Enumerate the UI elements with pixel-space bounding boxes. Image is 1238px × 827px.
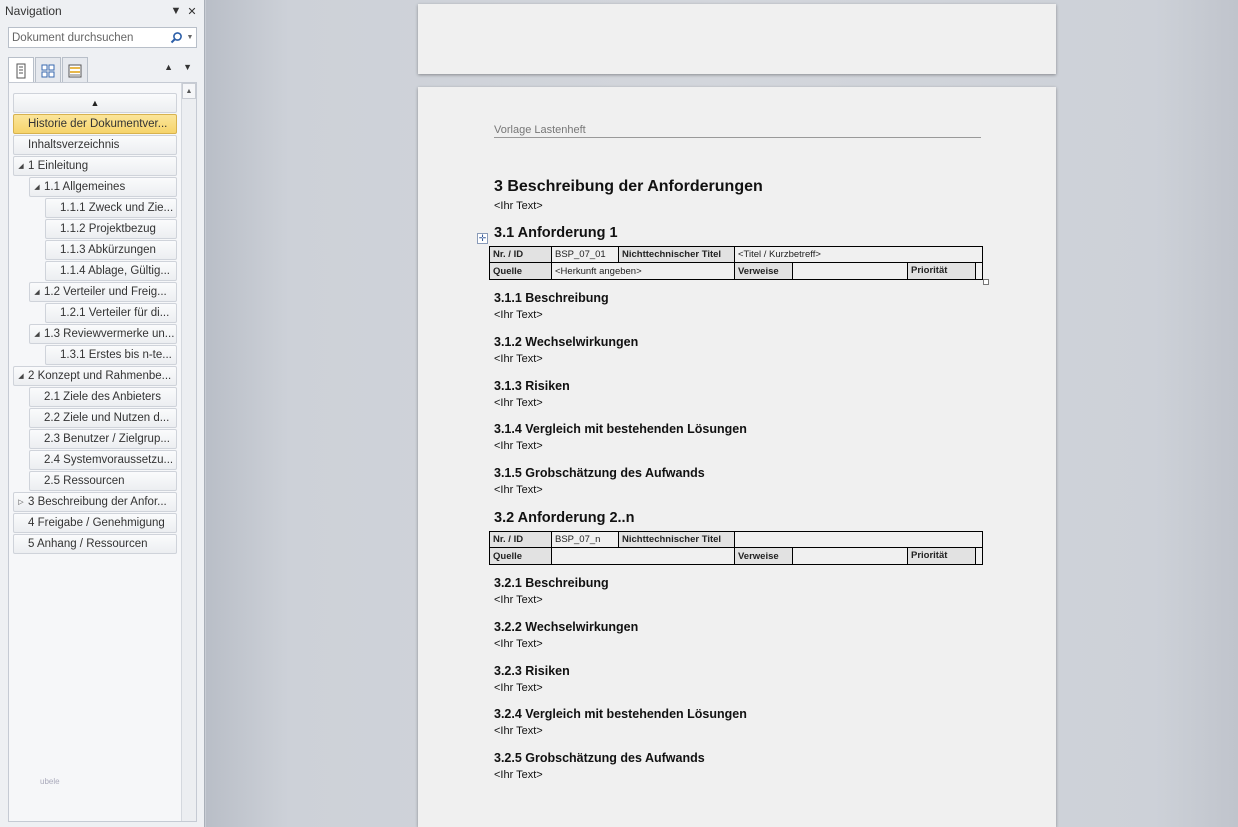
tab-results[interactable]	[62, 57, 88, 83]
nr-label: Nr. / ID	[490, 247, 552, 263]
nav-heading-item[interactable]	[45, 219, 177, 239]
subsection-heading[interactable]: 3.1.5 Grobschätzung des Aufwands	[494, 466, 705, 481]
subsection-heading[interactable]: 3.1.1 Beschreibung	[494, 291, 609, 305]
nav-heading-label: Inhaltsverzeichnis	[28, 139, 120, 151]
navigation-title: Navigation	[5, 4, 62, 18]
verweise-value[interactable]	[793, 548, 908, 565]
requirement-table-1	[489, 246, 983, 280]
scroll-to-top-button[interactable]	[13, 93, 177, 113]
nr-value[interactable]: BSP_07_n	[552, 532, 619, 548]
nav-heading-label: 5 Anhang / Ressourcen	[28, 538, 148, 550]
nav-heading-item[interactable]	[29, 450, 177, 470]
nav-heading-label: 2.5 Ressourcen	[44, 475, 125, 487]
nav-heading-item[interactable]	[45, 198, 177, 218]
view-tabs	[8, 57, 89, 83]
verweise-label: Verweise	[735, 548, 793, 565]
nav-heading-item[interactable]	[13, 156, 177, 176]
previous-result-icon[interactable]: ▲	[164, 62, 174, 72]
priority-cell	[908, 548, 983, 565]
tree-scrollbar[interactable]	[181, 83, 196, 821]
search-input[interactable]	[9, 28, 168, 47]
table-move-handle-icon[interactable]: ✛	[478, 233, 487, 243]
nav-heading-item[interactable]	[13, 135, 177, 155]
table-row	[490, 548, 983, 565]
subsection-heading[interactable]: 3.2.4 Vergleich mit bestehenden Lösungen	[494, 707, 747, 722]
nav-heading-item[interactable]	[45, 303, 177, 323]
nav-heading-item[interactable]	[29, 408, 177, 428]
headings-icon	[14, 63, 28, 79]
heading-3[interactable]: 3 Beschreibung der Anforderungen	[494, 178, 763, 195]
search-options-chevron-icon[interactable]: ▼	[186, 34, 194, 41]
priority-value[interactable]	[976, 263, 982, 279]
title-value[interactable]	[735, 532, 983, 548]
nav-heading-item[interactable]	[13, 366, 177, 386]
heading-3-2[interactable]: 3.2 Anforderung 2..n	[494, 510, 635, 526]
nav-heading-label: 1 Einleitung	[28, 160, 89, 172]
nav-heading-label: 1.1.2 Projektbezug	[60, 223, 156, 235]
table-row	[490, 247, 983, 263]
body-text[interactable]: <Ihr Text>	[494, 637, 543, 650]
subsection-heading[interactable]: 3.2.2 Wechselwirkungen	[494, 619, 639, 634]
title-value[interactable]: <Titel / Kurzbetreff>	[735, 247, 983, 263]
subsection-heading[interactable]: 3.1.3 Risiken	[494, 378, 570, 393]
collapsed-triangle-icon[interactable]: ▷	[18, 499, 24, 506]
nav-heading-label: Historie der Dokumentver...	[28, 118, 168, 130]
expanded-triangle-icon[interactable]: ◢	[34, 331, 40, 338]
subsection-heading[interactable]: 3.1.4 Vergleich mit bestehenden Lösungen	[494, 422, 747, 437]
nav-heading-item[interactable]	[13, 534, 177, 554]
nav-heading-label: 2.4 Systemvoraussetzu...	[44, 454, 174, 466]
body-text[interactable]: <Ihr Text>	[494, 440, 543, 453]
body-text[interactable]: <Ihr Text>	[494, 725, 543, 738]
nav-heading-label: 2.2 Ziele und Nutzen d...	[44, 412, 170, 424]
previous-page[interactable]	[418, 4, 1056, 74]
navigation-pane	[0, 0, 205, 827]
nr-label: Nr. / ID	[490, 532, 552, 548]
nav-heading-label: 1.1 Allgemeines	[44, 181, 126, 193]
nav-heading-item[interactable]	[29, 471, 177, 491]
quelle-value[interactable]	[552, 548, 735, 565]
quelle-label: Quelle	[490, 263, 552, 280]
pane-options-icon[interactable]: ▼	[170, 5, 182, 17]
collapse-up-icon: ▲	[90, 98, 100, 108]
nav-heading-item[interactable]	[45, 261, 177, 281]
verweise-value[interactable]	[793, 263, 908, 280]
running-header: Vorlage Lastenheft	[494, 124, 981, 138]
nav-heading-label: 3 Beschreibung der Anfor...	[28, 496, 167, 508]
expanded-triangle-icon[interactable]: ◢	[18, 373, 24, 380]
nav-heading-item[interactable]	[29, 177, 177, 197]
tab-headings[interactable]	[8, 57, 34, 83]
body-text[interactable]: <Ihr Text>	[494, 594, 543, 606]
requirement-table-2	[489, 531, 983, 565]
tab-pages[interactable]	[35, 57, 61, 83]
nav-heading-label: 1.3 Reviewvermerke un...	[44, 328, 175, 340]
nav-heading-item[interactable]	[29, 387, 177, 407]
navigation-header	[0, 0, 204, 22]
nav-heading-item[interactable]	[13, 513, 177, 533]
search-box	[8, 27, 197, 48]
search-icon[interactable]	[168, 30, 184, 46]
expanded-triangle-icon[interactable]: ◢	[18, 163, 24, 170]
priority-cell	[908, 263, 983, 280]
body-text[interactable]: <Ihr Text>	[494, 200, 543, 212]
nav-heading-item[interactable]	[13, 492, 177, 512]
subsection-heading[interactable]: 3.1.2 Wechselwirkungen	[494, 334, 639, 349]
nav-heading-label: 2 Konzept und Rahmenbe...	[28, 370, 172, 382]
body-text[interactable]: <Ihr Text>	[494, 396, 543, 409]
nav-heading-label: 4 Freigabe / Genehmigung	[28, 517, 165, 529]
body-text[interactable]: <Ihr Text>	[494, 769, 543, 782]
next-result-icon[interactable]: ▼	[183, 62, 192, 72]
nav-heading-item[interactable]	[13, 114, 177, 134]
nav-heading-item[interactable]	[29, 324, 177, 344]
subsection-heading[interactable]: 3.2.5 Grobschätzung des Aufwands	[494, 751, 705, 766]
title-label: Nichttechnischer Titel	[619, 532, 735, 548]
subsection-heading[interactable]: 3.2.3 Risiken	[494, 663, 570, 678]
expanded-triangle-icon[interactable]: ◢	[34, 289, 40, 296]
table-row	[490, 263, 983, 280]
priority-label: Priorität	[908, 548, 976, 564]
search-results-icon	[68, 64, 82, 78]
document-area[interactable]	[206, 0, 1238, 827]
body-text[interactable]: <Ihr Text>	[494, 352, 543, 365]
body-text[interactable]: <Ihr Text>	[494, 484, 543, 497]
body-text[interactable]: <Ihr Text>	[494, 681, 543, 694]
expanded-triangle-icon[interactable]: ◢	[34, 184, 40, 191]
result-arrows	[164, 62, 192, 72]
quelle-value[interactable]: <Herkunft angeben>	[552, 263, 735, 280]
scroll-up-icon[interactable]: ▲	[182, 83, 196, 99]
priority-value[interactable]	[976, 548, 982, 564]
heading-3-1[interactable]: 3.1 Anforderung 1	[494, 225, 618, 241]
nav-heading-label: 2.1 Ziele des Anbieters	[44, 391, 161, 403]
nav-heading-item[interactable]	[29, 282, 177, 302]
nav-heading-label: 1.3.1 Erstes bis n-te...	[60, 349, 172, 361]
nav-heading-label: 1.1.1 Zweck und Zie...	[60, 202, 174, 214]
table-row	[490, 532, 983, 548]
table-resize-handle[interactable]	[983, 279, 989, 285]
nav-heading-label: 2.3 Benutzer / Zielgrup...	[44, 433, 170, 445]
title-label: Nichttechnischer Titel	[619, 247, 735, 263]
quelle-label: Quelle	[490, 548, 552, 565]
nav-heading-label: 1.1.4 Ablage, Gültig...	[60, 265, 170, 277]
nav-heading-item[interactable]	[29, 429, 177, 449]
priority-label: Priorität	[908, 263, 976, 279]
nr-value[interactable]: BSP_07_01	[552, 247, 619, 263]
nav-heading-label: 1.2 Verteiler und Freig...	[44, 286, 167, 298]
document-page[interactable]	[418, 87, 1056, 827]
body-text[interactable]: <Ihr Text>	[494, 309, 543, 321]
close-pane-icon[interactable]: ✕	[187, 5, 197, 18]
watermark-text: ubele	[40, 777, 60, 786]
nav-heading-item[interactable]	[45, 240, 177, 260]
verweise-label: Verweise	[735, 263, 793, 280]
nav-heading-item[interactable]	[45, 345, 177, 365]
nav-heading-label: 1.1.3 Abkürzungen	[60, 244, 156, 256]
heading-tree	[8, 82, 197, 822]
subsection-heading[interactable]: 3.2.1 Beschreibung	[494, 576, 609, 590]
page-thumbnails-icon	[41, 64, 55, 78]
nav-heading-label: 1.2.1 Verteiler für di...	[60, 307, 170, 319]
